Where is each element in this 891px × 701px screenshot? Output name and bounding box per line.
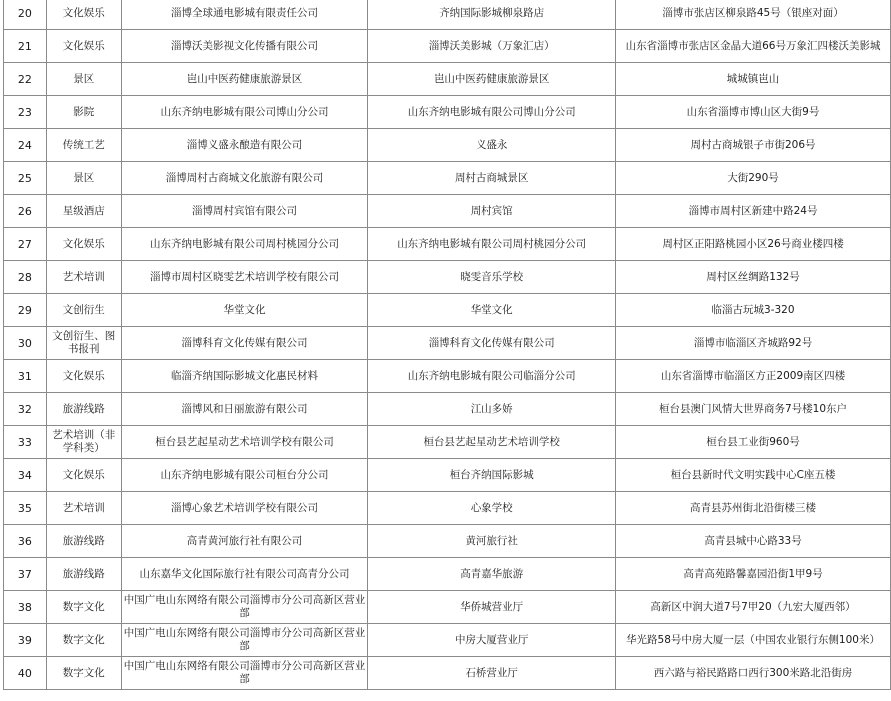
venue-cell: 中房大厦营业厅 [368,624,616,657]
address-cell: 高青县城中心路33号 [616,525,891,558]
company-cell: 山东齐纳电影城有限公司博山分公司 [121,96,368,129]
table-row [4,0,891,30]
company-cell: 山东嘉华文化国际旅行社有限公司高青分公司 [121,558,368,591]
company-cell: 淄博周村宾馆有限公司 [121,195,368,228]
category-cell: 文化娱乐 [46,0,121,30]
table-row [4,657,891,690]
company-cell: 淄博心象艺术培训学校有限公司 [121,492,368,525]
row-number-cell: 23 [4,96,47,129]
company-cell: 岜山中医药健康旅游景区 [121,63,368,96]
address-cell: 华光路58号中房大厦一层（中国农业银行东侧100米） [616,624,891,657]
table-row [4,129,891,162]
row-number-cell: 34 [4,459,47,492]
company-cell: 山东齐纳电影城有限公司桓台分公司 [121,459,368,492]
category-cell: 影院 [46,96,121,129]
row-number-cell: 29 [4,294,47,327]
row-number-cell: 25 [4,162,47,195]
category-cell: 旅游线路 [46,558,121,591]
table-row [4,30,891,63]
table-row [4,294,891,327]
row-number-cell: 21 [4,30,47,63]
table-row [4,624,891,657]
company-cell: 临淄齐纳国际影城文化惠民材料 [121,360,368,393]
row-number-cell: 20 [4,0,47,30]
venue-cell: 义盛永 [368,129,616,162]
category-cell: 文创衍生、图书报刊 [46,327,121,360]
venue-cell: 周村宾馆 [368,195,616,228]
category-cell: 数字文化 [46,624,121,657]
table-row [4,459,891,492]
address-cell: 桓台县新时代文明实践中心C座五楼 [616,459,891,492]
address-cell: 城城镇岜山 [616,63,891,96]
category-cell: 数字文化 [46,591,121,624]
category-cell: 文化娱乐 [46,459,121,492]
address-cell: 山东省淄博市博山区大街9号 [616,96,891,129]
address-cell: 桓台县工业街960号 [616,426,891,459]
venue-cell: 桓台齐纳国际影城 [368,459,616,492]
company-cell: 淄博全球通电影城有限责任公司 [121,0,368,30]
address-cell: 周村区正阳路桃园小区26号商业楼四楼 [616,228,891,261]
company-cell: 淄博义盛永酿造有限公司 [121,129,368,162]
row-number-cell: 35 [4,492,47,525]
venue-cell: 桓台县艺起星动艺术培训学校 [368,426,616,459]
company-cell: 高青黄河旅行社有限公司 [121,525,368,558]
venue-cell: 山东齐纳电影城有限公司周村桃园分公司 [368,228,616,261]
table-row [4,228,891,261]
table-row [4,558,891,591]
row-number-cell: 26 [4,195,47,228]
row-number-cell: 28 [4,261,47,294]
category-cell: 文化娱乐 [46,30,121,63]
address-cell: 周村古商城银子市街206号 [616,129,891,162]
venue-cell: 淄博科育文化传媒有限公司 [368,327,616,360]
category-cell: 星级酒店 [46,195,121,228]
venue-cell: 山东齐纳电影城有限公司临淄分公司 [368,360,616,393]
category-cell: 文化娱乐 [46,228,121,261]
venue-cell: 山东齐纳电影城有限公司博山分公司 [368,96,616,129]
table-row [4,96,891,129]
table-row [4,426,891,459]
category-cell: 艺术培训 [46,261,121,294]
table-row [4,261,891,294]
category-cell: 旅游线路 [46,525,121,558]
venue-cell: 高青嘉华旅游 [368,558,616,591]
address-cell: 山东省淄博市临淄区方正2009南区四楼 [616,360,891,393]
row-number-cell: 39 [4,624,47,657]
address-cell: 高新区中润大道7号7甲20（九宏大厦西邻） [616,591,891,624]
address-cell: 淄博市周村区新建中路24号 [616,195,891,228]
company-cell: 淄博沃美影视文化传播有限公司 [121,30,368,63]
company-cell: 淄博风和日丽旅游有限公司 [121,393,368,426]
category-cell: 文化娱乐 [46,360,121,393]
venue-cell: 黄河旅行社 [368,525,616,558]
table-row [4,63,891,96]
row-number-cell: 24 [4,129,47,162]
table-row [4,492,891,525]
row-number-cell: 22 [4,63,47,96]
venue-cell: 江山多娇 [368,393,616,426]
address-cell: 淄博市临淄区齐城路92号 [616,327,891,360]
category-cell: 景区 [46,63,121,96]
row-number-cell: 40 [4,657,47,690]
venue-cell: 周村古商城景区 [368,162,616,195]
company-cell: 桓台县艺起星动艺术培训学校有限公司 [121,426,368,459]
venue-cell: 华堂文化 [368,294,616,327]
company-cell: 中国广电山东网络有限公司淄博市分公司高新区营业部 [121,624,368,657]
row-number-cell: 33 [4,426,47,459]
venue-cell: 岜山中医药健康旅游景区 [368,63,616,96]
venue-cell: 华侨城营业厅 [368,591,616,624]
category-cell: 景区 [46,162,121,195]
company-cell: 山东齐纳电影城有限公司周村桃园分公司 [121,228,368,261]
row-number-cell: 36 [4,525,47,558]
company-cell: 淄博周村古商城文化旅游有限公司 [121,162,368,195]
address-cell: 桓台县澳门风情大世界商务7号楼10东户 [616,393,891,426]
address-cell: 西六路与裕民路路口西行300米路北沿街房 [616,657,891,690]
address-cell: 大街290号 [616,162,891,195]
venue-cell: 心象学校 [368,492,616,525]
row-number-cell: 32 [4,393,47,426]
table-row [4,591,891,624]
venue-cell: 石桥营业厅 [368,657,616,690]
table-body [4,0,891,690]
category-cell: 艺术培训（非学科类） [46,426,121,459]
table-row [4,162,891,195]
table-row [4,525,891,558]
company-cell: 华堂文化 [121,294,368,327]
venue-cell: 齐纳国际影城柳泉路店 [368,0,616,30]
venue-table [3,0,891,690]
address-cell: 周村区丝绸路132号 [616,261,891,294]
address-cell: 山东省淄博市张店区金晶大道66号万象汇四楼沃美影城 [616,30,891,63]
address-cell: 高青县苏州街北沿街楼三楼 [616,492,891,525]
address-cell: 临淄古玩城3-320 [616,294,891,327]
table-row [4,327,891,360]
row-number-cell: 31 [4,360,47,393]
row-number-cell: 27 [4,228,47,261]
company-cell: 淄博市周村区晓雯艺术培训学校有限公司 [121,261,368,294]
category-cell: 文创衍生 [46,294,121,327]
company-cell: 中国广电山东网络有限公司淄博市分公司高新区营业部 [121,657,368,690]
row-number-cell: 30 [4,327,47,360]
category-cell: 数字文化 [46,657,121,690]
category-cell: 艺术培训 [46,492,121,525]
address-cell: 高青高苑路馨嘉园沿街1甲9号 [616,558,891,591]
company-cell: 中国广电山东网络有限公司淄博市分公司高新区营业部 [121,591,368,624]
table-row [4,195,891,228]
category-cell: 旅游线路 [46,393,121,426]
row-number-cell: 38 [4,591,47,624]
table-row [4,360,891,393]
venue-cell: 晓雯音乐学校 [368,261,616,294]
address-cell: 淄博市张店区柳泉路45号（银座对面） [616,0,891,30]
row-number-cell: 37 [4,558,47,591]
venue-cell: 淄博沃美影城（万象汇店） [368,30,616,63]
category-cell: 传统工艺 [46,129,121,162]
company-cell: 淄博科育文化传媒有限公司 [121,327,368,360]
table-row [4,393,891,426]
